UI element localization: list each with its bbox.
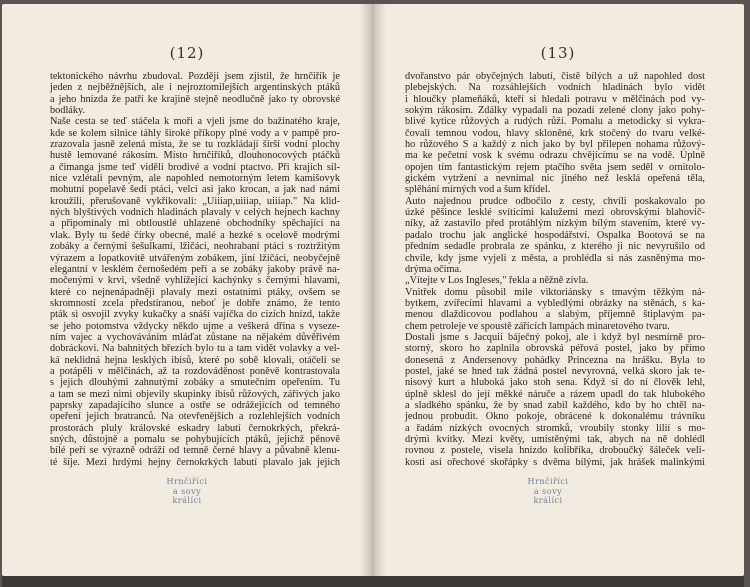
text-line: jednou probudit. Okno pokoje, obrácené k dokonalému trávníku xyxy=(405,411,705,423)
text-line: Vnitřek domu působil mile viktoriánsky s tmavým těžkým ná- xyxy=(405,286,705,298)
text-line: donesená z Andersenovy pohádky Princezna na hrášku. Byla to xyxy=(405,354,705,366)
text-line: a řadám nízkých ovocných stromků, vroubily stonky lilií s mo- xyxy=(405,422,705,434)
text-line: ma ke pečetní vosk k svému odrazu chvějícímu se na vodě. Úplně xyxy=(405,150,705,162)
text-line: a čimanga jsme teď viděli brodivé a vodní ptactvo. Při krajích sil- xyxy=(50,161,340,173)
text-line: kosti asi ořechové skořápky s dvěma bílými, jak hrášek malinkými xyxy=(405,456,705,468)
text-line: postel, jaké se hned tak žádná postel nevyrovná, velká skoro jak te- xyxy=(405,365,705,377)
text-line: zrazovala jasně zelená místa, že se tu rozkládají širší vodní plochy xyxy=(50,139,340,151)
text-line: Dostali jsme s Jacquií báječný pokoj, ale i když byl nesmírně pro- xyxy=(405,331,705,343)
text-line: výrazem a lopatkovitě utvářeným zobákem, jiní lžičáci, neobyčejně xyxy=(50,252,340,264)
colophon-line: králíci xyxy=(533,496,563,505)
text-line: močenými v krvi, všedně vyhlížející kachýnky s černými hlavami, xyxy=(50,275,340,287)
text-line: pták si osvojil zvyky kukačky a snáší vajíčka do cizích hnízd, takže xyxy=(50,309,340,321)
text-line: blivé kytice růžových a rudých růží. Pomalu a metodicky si vykra- xyxy=(405,116,705,128)
text-line: jeden z nejběžnějších, ale i nejroztomilejších argentinských ptáků xyxy=(50,82,340,94)
colophon-line: a sovy xyxy=(533,486,563,496)
text-line: menou dlaždicovou podlahou a slabým, příjemně štiplavým pa- xyxy=(405,309,705,321)
text-line: ných blyštivých vodních hladinách plavaly v celých hejnech kachny xyxy=(50,207,340,219)
text-line: úplně sklesl do její měkké náruče a rázem upadl do tak hlubokého xyxy=(405,388,705,400)
left-page xyxy=(2,4,372,576)
text-line: té šíje. Mezi hrdými hejny černokrkých labutí plavalo jak jejich xyxy=(50,456,340,468)
text-line: a potápěli v mělčinách, až ta rozdováděnost poněvě kontrastovala xyxy=(50,365,340,377)
right-page-colophon xyxy=(508,477,588,506)
text-line: s jejich dlouhými zahnutými zobáky a smutečním opeřením. Tu xyxy=(50,377,340,389)
text-line: ním vajec a vychováváním mláďat zůstane na nějakém důvěřivém xyxy=(50,331,340,343)
text-line: „Vítejte v Los Ingleses," řekla a něžně zívla. xyxy=(405,275,589,287)
text-line: padalo trochu jak anglické hospodářství. Ospalka Bootová se na xyxy=(405,229,705,241)
text-line: Naše cesta se teď stáčela k moři a vjeli jsme do bažinatého kraje, xyxy=(50,116,340,128)
text-line: nisový kurt a hluboká jako stoh sena. Když si do ní člověk lehl, xyxy=(405,377,705,389)
text-line: plebejských. Na rozsáhlejších vodních hladinách bylo vidět xyxy=(405,82,705,94)
text-line: sokým rákosím. Zdálky vypadali na pozadí zelené clony jako pohy- xyxy=(405,105,705,117)
text-line: a jeho hnízda že patří ke krajině stejně neodlučně jako ty obrovské xyxy=(50,93,340,105)
text-line: prostorách pluly královské eskadry labutí černokrkých, překrá- xyxy=(50,422,340,434)
text-line: elegantní v lesklém černošedém peří a se zobáky jakoby právě na- xyxy=(50,263,340,275)
colophon-line: králíci xyxy=(172,496,202,505)
text-line: předním sedadle probrala ze spánku, z kterého ji nic nevyrušilo od xyxy=(405,241,705,253)
text-line: dvořanstvo pár obyčejných labutí, čistě bílých a už napohled dost xyxy=(405,71,705,82)
text-line: opeření jejich bratranců. Na otevřenějších a rozlehlejších vodních xyxy=(50,411,340,423)
text-line: bodláky. xyxy=(50,105,86,117)
background-surface xyxy=(2,576,744,587)
text-line: paprsky zapadajícího slunce a ostře se odrážejících od temného xyxy=(50,399,340,411)
text-line: se jeho potomstva vždycky někdo ujme a veškerá dřina s vyseze- xyxy=(50,320,340,332)
text-line: a tam se mezi nimi objevily skupinky ibisů růžových, zářivých jako xyxy=(50,388,340,400)
text-line: a připomínaly mi obtloustlé uhlazené obchodníky spěchající na xyxy=(50,218,340,230)
text-line: zobáky a černými šešulkami, lžičáci, neohrabaní ptáci s roztržitým xyxy=(50,241,340,253)
text-line: Auto najednou prudce odbočilo z cesty, chvíli poskakovalo po xyxy=(405,195,705,207)
text-line: splěhání mírných vod a šum křídel. xyxy=(405,184,551,196)
right-page xyxy=(372,4,744,576)
text-line: mohutní popelavě šedí ptáci, velcí asi jako krocan, a jak nad námi xyxy=(50,184,340,196)
text-line: ho růžového S a každý z nich jako by byl přilepen nohama růžový- xyxy=(405,139,705,151)
text-line: bytkem, zvířecími hlavami a vybledlými obrázky na stěnách, s ka- xyxy=(405,297,705,309)
text-line: kroužili, přerušovaně vykřikovali: „Uiiiap,uiiiap, uiiiap." Na klid- xyxy=(50,195,340,207)
text-line: dobráckovi. Na bahnitých březích bylo tu a tam vidět volavky a vel- xyxy=(50,343,340,355)
right-page-text xyxy=(405,71,705,468)
text-line: čovali temnou vodou, hlavy skloněné, krk stočený do tvaru velké- xyxy=(405,127,705,139)
text-line: kde se kolem silnice táhly široké příkopy plné vody a v pampě pro- xyxy=(50,127,340,139)
colophon-line: Hrnčiříci xyxy=(166,477,208,486)
text-line: rovnou z postele, visela hnízdo kolibříka, droboučký šáleček veli- xyxy=(405,445,705,457)
text-line: tektonického návrhu zbudoval. Později jsem zjistil, že hrnčiřík je xyxy=(50,71,340,82)
text-line: hustě lemované rákosím. Místo hrnčiříků, dlouhonocových ptáčků xyxy=(50,150,340,162)
page-number-right: (13) xyxy=(540,44,576,62)
text-line: sných, důstojně a pomalu se pohybujících ptáků, jejichž pěnově xyxy=(50,434,340,445)
left-page-text xyxy=(50,71,340,468)
text-line: a sladkého spánku, že by snad zabil každého, kdo by ho chtěl na- xyxy=(405,399,705,411)
text-line: úzké pěšince lesklé svítícími kalužemi mezi obrovskými blahovič- xyxy=(405,207,705,219)
text-line: opojen tím fantastickým rejem ptačího světa jsem seděl v ornitolo- xyxy=(405,161,705,173)
text-line: které co nejnenápadněji plavaly mezi ostatními ptáky, ovšem se xyxy=(50,286,340,298)
text-line: storný, skoro ho zaplnila obrovská péřová postel, jako by přímo xyxy=(405,343,705,355)
text-line: gickém vytržení a nevnímal nic jiného než lesklá opeřená těla, xyxy=(405,173,705,185)
text-line: drými kvítky. Mezi květy, umístěnými tak, abych na ně dohlédl xyxy=(405,434,705,445)
text-line: nice vzlétali pevným, ale napohled nemotorným letem kamišovyk xyxy=(50,173,340,185)
page-number-left: (12) xyxy=(169,44,205,62)
colophon-line: a sovy xyxy=(172,486,202,496)
text-line: skromností zcela předstíranou, neboť je dobře známo, že tento xyxy=(50,297,340,309)
colophon-line: Hrnčiříci xyxy=(527,477,569,486)
text-line: drýma očima. xyxy=(405,263,462,275)
text-line: i hloučky plameňáků, kteří si hledali potravu v mělčinách pod vy- xyxy=(405,93,705,105)
text-line: vlak. Byly tu šedé čírky obecné, malé a hezké s ocelově modrými xyxy=(50,229,340,241)
text-line: bílé peří se výrazně odráží od temně černé hlavy a půvabně klenu- xyxy=(50,445,340,457)
left-page-colophon xyxy=(147,477,227,506)
text-line: ká neklidná hejna lesklých ibisů, které po sobě klovali, otáčeli se xyxy=(50,354,340,366)
text-line: níky, až zastavilo před protáhlým nízkým bílým stavením, které vy- xyxy=(405,218,705,230)
text-line: chvíle, kdy jsme vyjeli z města, a prohlédla si nás zasněnýma mo- xyxy=(405,252,705,264)
text-line: chem petroleje ve spoustě zářících lampách minaretového tvaru. xyxy=(405,320,670,332)
